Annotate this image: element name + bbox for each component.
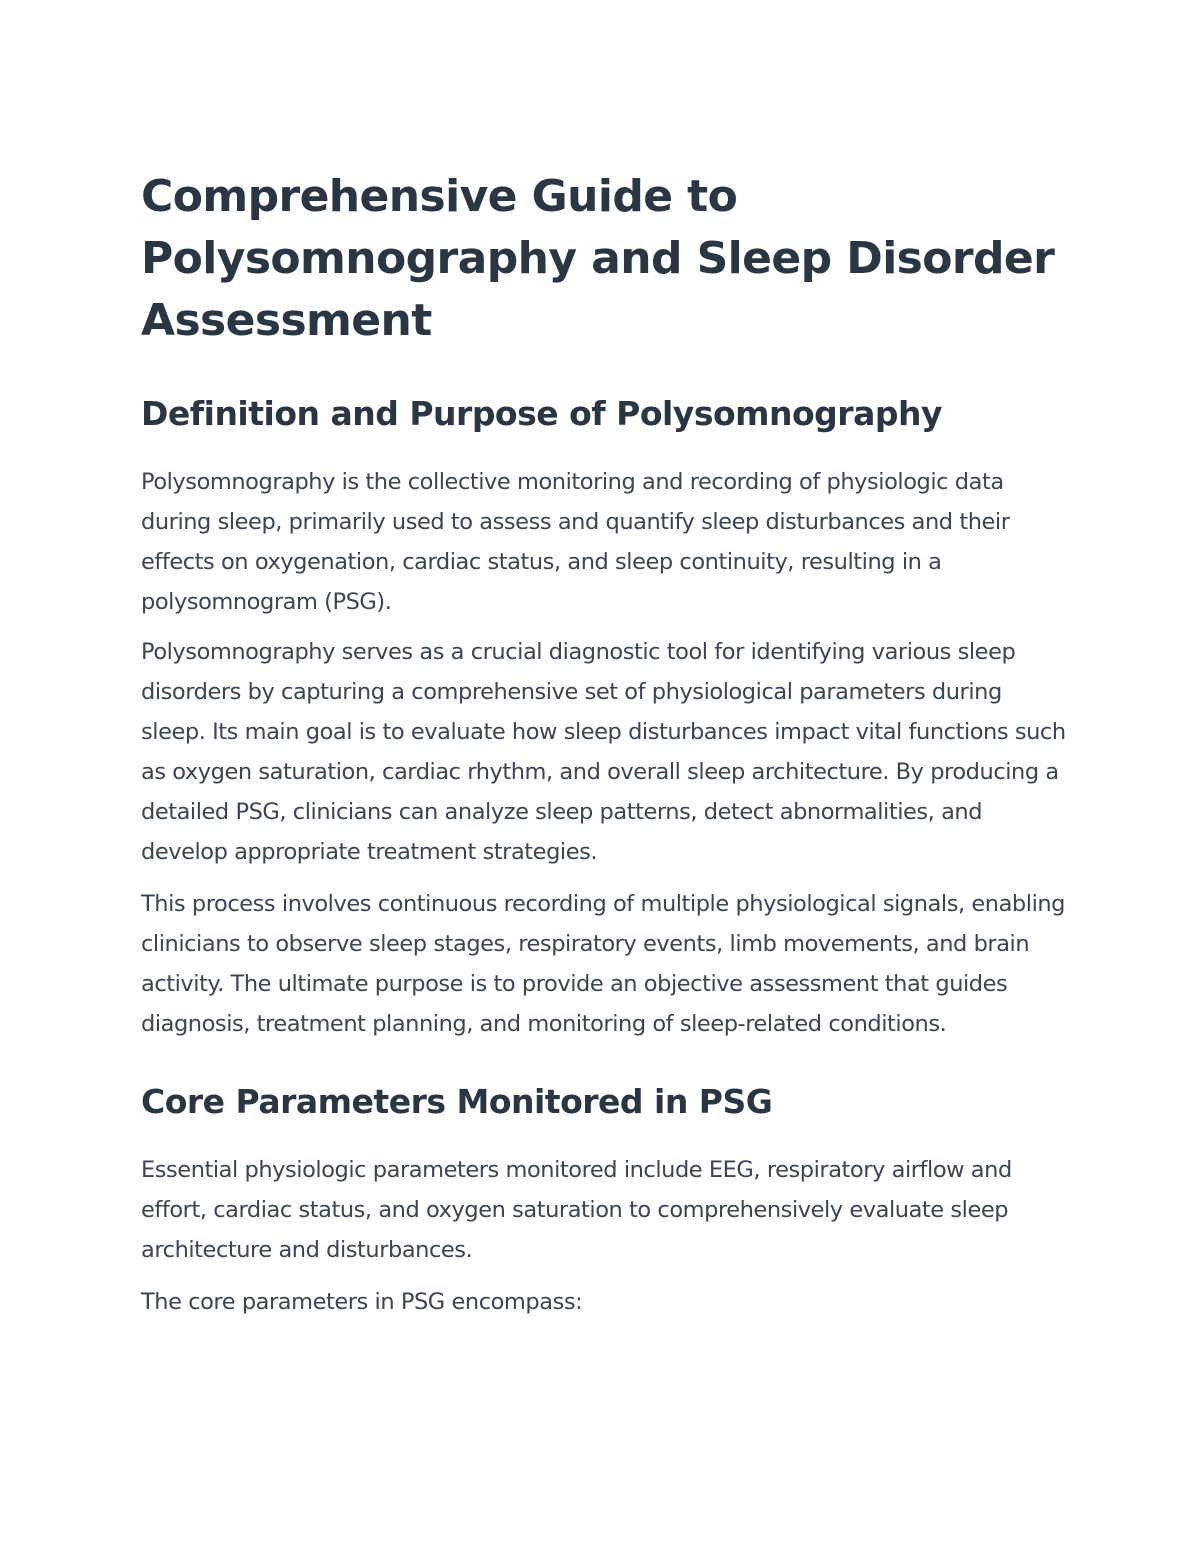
section-core-parameters	[141, 1080, 1066, 1322]
paragraph: The core parameters in PSG encompass:	[141, 1289, 583, 1315]
paragraph: Polysomnography serves as a crucial diagnostic tool for identifying various sleep disorders by capturing a comprehensive set of physiological parameters during sleep. Its main goal is to evaluate how sleep disturbances impact vital functions such as oxygen saturation, cardiac rhythm, and overall sleep architecture. By producing a detailed PSG, clinicians can analyze sleep patterns, detect abnormalities, and develop appropriate treatment strategies.	[141, 639, 1066, 865]
section-heading: Definition and Purpose of Polysomnography	[141, 394, 942, 433]
paragraph: Polysomnography is the collective monitoring and recording of physiologic data during sleep, primarily used to assess and quantify sleep disturbances and their effects on oxygenation, cardiac status, and sleep continuity, resulting in a polysomnogram (PSG).	[141, 469, 1010, 615]
document-page	[141, 166, 1066, 1322]
section-definition-purpose	[141, 392, 1066, 1044]
document-title: Comprehensive Guide to Polysomnography and Sleep Disorder Assessment	[141, 171, 1055, 346]
paragraph: Essential physiologic parameters monitored include EEG, respiratory airflow and effort, cardiac status, and oxygen saturation to comprehensively evaluate sleep architecture and disturbances.	[141, 1157, 1012, 1263]
paragraph: This process involves continuous recording of multiple physiological signals, enabling clinicians to observe sleep stages, respiratory events, limb movements, and brain activity. The ultimate purpose is to provide an objective assessment that guides diagnosis, treatment planning, and monitoring of sleep-related conditions.	[141, 891, 1066, 1037]
section-heading: Core Parameters Monitored in PSG	[141, 1082, 773, 1121]
